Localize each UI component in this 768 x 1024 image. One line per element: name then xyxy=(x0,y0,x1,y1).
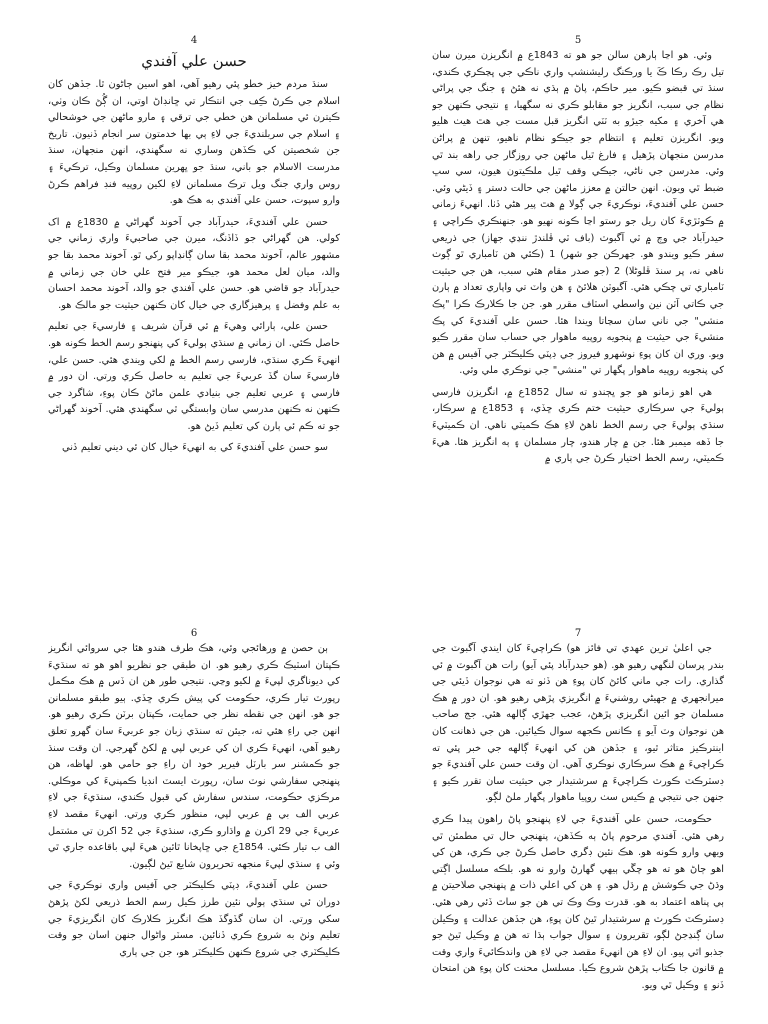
paragraph: وئي. هو اڃا ٻارهن سالن جو هو ته 1843ع ۾ انگريزن ميرن سان تيل رڪ رڪا ڪَ يا ورڪنگ رليشنشپ واري ناڪي جي ڀڃڪري ڪندي، سنڌ تي قبضو ڪيو. مير حاڪم، پاڻ ۾ ٻڌي نه هئڻ ۽ جنگ جي پراڻي نظام جي سبب، انگريز جو مقابلو ڪري نه سگهيا، ۽ نتيجي ڪنهن جو هي آخري ۽ مکيه جيڙو به ٽٽي انگريز قبل مست جي هٿ هيٺ هليو ويو. انگريزن تعليم ۽ انتظام جو جيڪو نظام ناهيو، تنهن ۾ پراڻن مدرسن منجهان پڙهيل ۽ فارغ ٿيل ماڻهن جي روزگار جي راهه بند ٿي وئي. مدرسن جي ناڻي، جيڪي وقف ٿيل ملڪيتون هيون، سي سڀ ضبط ٿي ويون. انهن حالتن ۾ معزز ماڻهن جي حالت دستر ۽ ڏيڻي وئي. حسن علي آفنديءَ، نوڪريءَ جي ڳولا ۾ هٿ پير هڻي ڏٺا. انهيءَ زماني ۾ ڪوٽڙيءَ کان ريل جو رستو اڃا ڪونه نهيو هو. جنهنڪري ڪراچي ۽ حيدرآباد جي وچ ۾ ٽي آگبوٽ (باف ٽي ڦلندڙ ننڍي جهاز) جي ذريعي سفر ڪيو ويندو هو. جهرڪن جو شهر) 1 (ڪئي هن ٽامباري ٿو ڳوٺ ناهي نه، پر سنڌ ڦلوڻلا) 2 (جو صدر مقام هئي سبب، هن جي حيثيت ٽامباري تي چڪي هئي. آگبوٽن هلائڻ ۽ هن واٽ تي واپاري تعداد ۾ ٻارن جي ڪاتي آٽن نين واسطي اسٽاف مقرر هو. جن جا ڪلارڪ ڪرا "پڪ منشي" جي ناني سان سڃاتا ويندا هئا. حسن علي آفنديءَ کي پڪ منشيءَ جي حيثيت ۾ پنجويه روپيه ماهوار جي حساب سان مقرر ڪيو ويو. وري ان کان پوءِ نوشهرو فيروز جي ڊپٽي ڪليڪٽر جي آفيس ۾ هن کي پنجويه روپيه ماهوار پگهار تي "منشي" جي نوڪري ملي وئي. xyxy=(432,50,724,377)
page-number: 4 xyxy=(190,35,198,46)
paragraph: حڪومت، حسن علي آفنديءَ جي لاءِ پنهنجو پاڻ راهون پيدا ڪري رهي هئي. آفندي مرحوم پاڻ ٻه ڪڏهن، پنهنجي حال تي مطمئن ٿي ويهي وارو ڪونه هو. هڪ نئين ڊگري حاصل ڪرڻ جي ڪري، هن کي اهو ڄاڻ هو ته هو چڱي ٻيهي گهارڻ وارو نه هو. بلڪه مسلسل اڳتي وڌڻ جي ڪوشش ۾ رڌل هو. ۽ هن کي اعلي ذات ۾ پنهنجي صلاحيتن ۾ ٻي پناهه اعتماد به هو. قدرت وڪ وڪ تي هن جو ساٿ ڏئي رهي هئي. ڊسٽرڪٽ ڪورٽ ۾ سرشتيدار ٿيڻ کان پوءِ، هن جڏهن عدالت ۽ وڪيلن سان ڳنڍجڻ لڳو، تقريرون ۽ سوال جواب ٻڌا ته هن ۾ وڪيل ٿيڻ جو جذبو اٿي پيو. ان لاءِ هن انهيءَ مقصد جي لاءِ هن واندڪائيءَ واري وقت ۾ قانون جا ڪتاب پڙهڻ شروع ڪيا. مسلسل محنت کان پوءِ هن امتحان ڏنو ۽ وڪيل ٿي ويو. xyxy=(432,813,724,991)
page-number: 6 xyxy=(190,628,198,639)
page-6 xyxy=(48,627,340,1024)
page-number: 5 xyxy=(574,35,582,46)
page-number: 7 xyxy=(574,628,582,639)
page-7 xyxy=(432,627,724,1024)
paragraph: حسن علي آفنديءَ، ڊپٽي ڪليڪٽر جي آفيس واري نوڪريءَ جي دوران ئي سنڌي ٻولي نئين طرز ڪيل رسم الخط ذريعي لکڻ پڙهڻ سکي ورتي. ان سان گڏوگڏ هڪ انگريز ڪلارڪ کان انگريزيءَ جي تعليم وٺڻ به شروع ڪري ڏنائين. مسٽر واڻوال جنهن اسان جو وقت ڪليڪٽري جي شروع ڪنهن ڪليڪٽر هو، جن جي ٻاري xyxy=(48,880,340,958)
page-4 xyxy=(48,34,340,534)
paragraph: ٻن حصن ۾ ورهائجي وئي، هڪ طرف هندو هئا جي سروائي انگريز ڪپتان اسٽيڪ ڪري رهيو هو. ان طبقي جو نظريو اهو هو ته سنڌيءَ کي ديوناگري لپيءَ ۾ لکيو وڃي. نتيجي طور هن ان ڏس ۾ هڪ مڪمل رپورٽ تيار ڪري، حڪومت کي پيش ڪري ڇڏي. ٻيو طبقو مسلمانن جو هو. انهن جي نقطه نظر جي حمايت، ڪپتان برٽن ڪري رهيو هو. انهن جي راءِ هئي ته، جيئن ته سنڌي زبان جو عربيءَ سان گهرو تعلق رهيو آهي، انهيءَ ڪري ان کي عربي لپي ۾ لکڻ گهرجي. ان وقت سنڌ جو ڪمشنر سر بارٽل فيرير خود ان راءِ جو حامي هو. لهاظه، هن پنهنجي سفارشي نوٽ سان، رپورٽ ايسٽ انڊيا ڪمپنيءَ کي موڪلي. مرڪزي حڪومت، سندس سفارش کي قبول ڪندي، سنڌيءَ جي لاءِ عربي الف بي ۾ عربي لپي، منظور ڪري ورتي. انهيءَ مقصد لاءِ عربيءَ جي 29 اکرن ۾ واڌارو ڪري، سنڌيءَ جي 52 اکرن تي مشتمل الف ب تيار ڪئي. 1854ع جي ڇاپخانا ٿائين هيءَ لپي باقاعده جاري ٿي وئي ۽ سنڌي لپيءَ منجهه تحريرون شايع ٿيڻ لڳيون. xyxy=(48,643,340,870)
paragraph: هي اهو زمانو هو جو ڀڄندو ته سال 1852ع ۾، انگريزن فارسي ٻوليءَ جي سرڪاري حيثيت ختم ڪري ڇڏي، ۽ 1853ع ۾ سرڪار، سنڌي ٻوليءَ جي رسم الخط ناهڻ لاءِ هڪ ڪميٽي ناهي. ان ڪميٽيءَ جا ڏهه ميمبر هئا. جن ۾ چار هندو، چار مسلمان ۽ ٻه انگريز هئا. هيءَ ڪميٽي، رسم الخط اختيار ڪرڻ جي ٻاري ۾ xyxy=(432,386,724,465)
paragraph: جي اعليٰ ترين عهدي تي فائز هو) ڪراچيءَ کان ايندي آگبوٽ جي بندر پرسان لنگهي رهيو هو. (هو حيدرآباد پئي آيو) رات هن آگبوٽ ۾ ئي گذاري. رات جي ماني کائڻ کان پوءِ هن ڏٺو ته هي نوجوان ڏيئي جي ميرانجهري ۾ جهيڻي روشنيءَ ۾ انگريزي پڙهي رهيو هو. ان دور ۾ هڪ مسلمان جو ائين انگريزي پڙهڻ، عجب جهڙي ڳالهه هئي. جج صاحب هن نوجوان وٽ آيو ۽ ڪانس ڪجهه سوال ڪيائين. هن جي ذهانت کان اينترڪيز متاثر ٿيو، ۽ جڏهن هن کي انهيءَ ڳالهه جي خبر پئي ته ڪراچيءَ ۾ هڪ سرڪاري نوڪري آهي. ان وقت حسن علي آفنديءَ جو ڊسٽرڪٽ ڪورٽ ڪراچيءَ ۾ سرشتيدار جي حيثيت سان تقرر ڪيو ۽ جنهن جي نتيجي ۾ ڪيس سٺ روپيا ماهوار پگهار ملڻ لڳو. xyxy=(432,643,724,804)
paragraph: سو حسن علي آفنديءَ کي به انهيءَ خيال کان ئي ديني تعليم ڏني xyxy=(62,442,328,454)
paragraph: حسن علي، ٻارائي وهيءَ ۾ ئي قرآن شريف ۽ فارسيءَ جي تعليم حاصل ڪئي. ان زماني ۾ سنڌي ٻوليءَ کي پنهنجو رسم الخط ڪونه هو. انهيءَ ڪري سنڌي، فارسي رسم الخط ۾ لکي ويندي هئي. حسن علي، فارسيءَ سان گڏ عربيءَ جي تعليم به حاصل ڪري ورتي. ان دور ۾ فارسي ۽ عربي تعليم جي بنيادي علمن ماڻڻ ڪان پوءِ، شاگرد جي ڪنهن نه ڪنهن مدرسي سان وابستگي ٿي سگهندي هئي. آخوند گهراڻي جو ته ڪم ئي ٻارن کي تعليم ڏيڻ هو. xyxy=(48,321,340,432)
chapter-title: حسن علي آفندي xyxy=(141,52,247,70)
paragraph: سنڌ مردم خيز خطو پئي رهيو آهي، اهو اسين ڄاڻون ٿا. جڏهن کان اسلام جي ڪرڻ ڪِف جي انتڪار تي ڇانڊاڻ اوتي، ان ڳُڻ ڪان وٺي، ڪيترن ئي مسلمانن هن خطي جي ترقي ۽ مارو ماڻهن جي خوشحالي ۽ اسلام جي سربلنديءَ جي لاءِ ٻي بها خدمتون سر انجام ڏنيون. تاريخ جن شخصيتن کي ڪڏهن وساري نه سگهندي، انهن منجهان، سنڌ مدرست الاسلام جو باني، سنڌ جو ڀهرين مسلمان وڪيل، ترڪيءَ ۽ روس واري جنگ ويل ترڪ مسلمانن لاءِ لکين روپيه فنڊ فراهم ڪرڻ وارو سپوت، حسن علي آفندي به هڪ هو. xyxy=(48,79,340,207)
page-5 xyxy=(432,34,724,534)
paragraph: حسن علي آفنديءَ، حيدرآباد جي آخوند گهراڻي ۾ 1830ع ۾ اک کولي. هن گهراڻي جو ڏاڏنگ، ميرن جي صاحبيءَ واري زماني جي مشهور عالم، آخوند محمد بقا سان ڳانڍاپو رکي ٿو. آخوند محمد بقا جو والد، ميان لعل محمد هو، جيڪو مير فتح علي خان جي زماني ۾ حيدرآباد جو قاضي هو. حسن علي آفندي جو والد، آخوند محمد احسان به علم وفضل ۽ پرهيزگاري جي خيال کان ڪنهن حيثيت جو مالڪ هو. xyxy=(48,216,340,311)
